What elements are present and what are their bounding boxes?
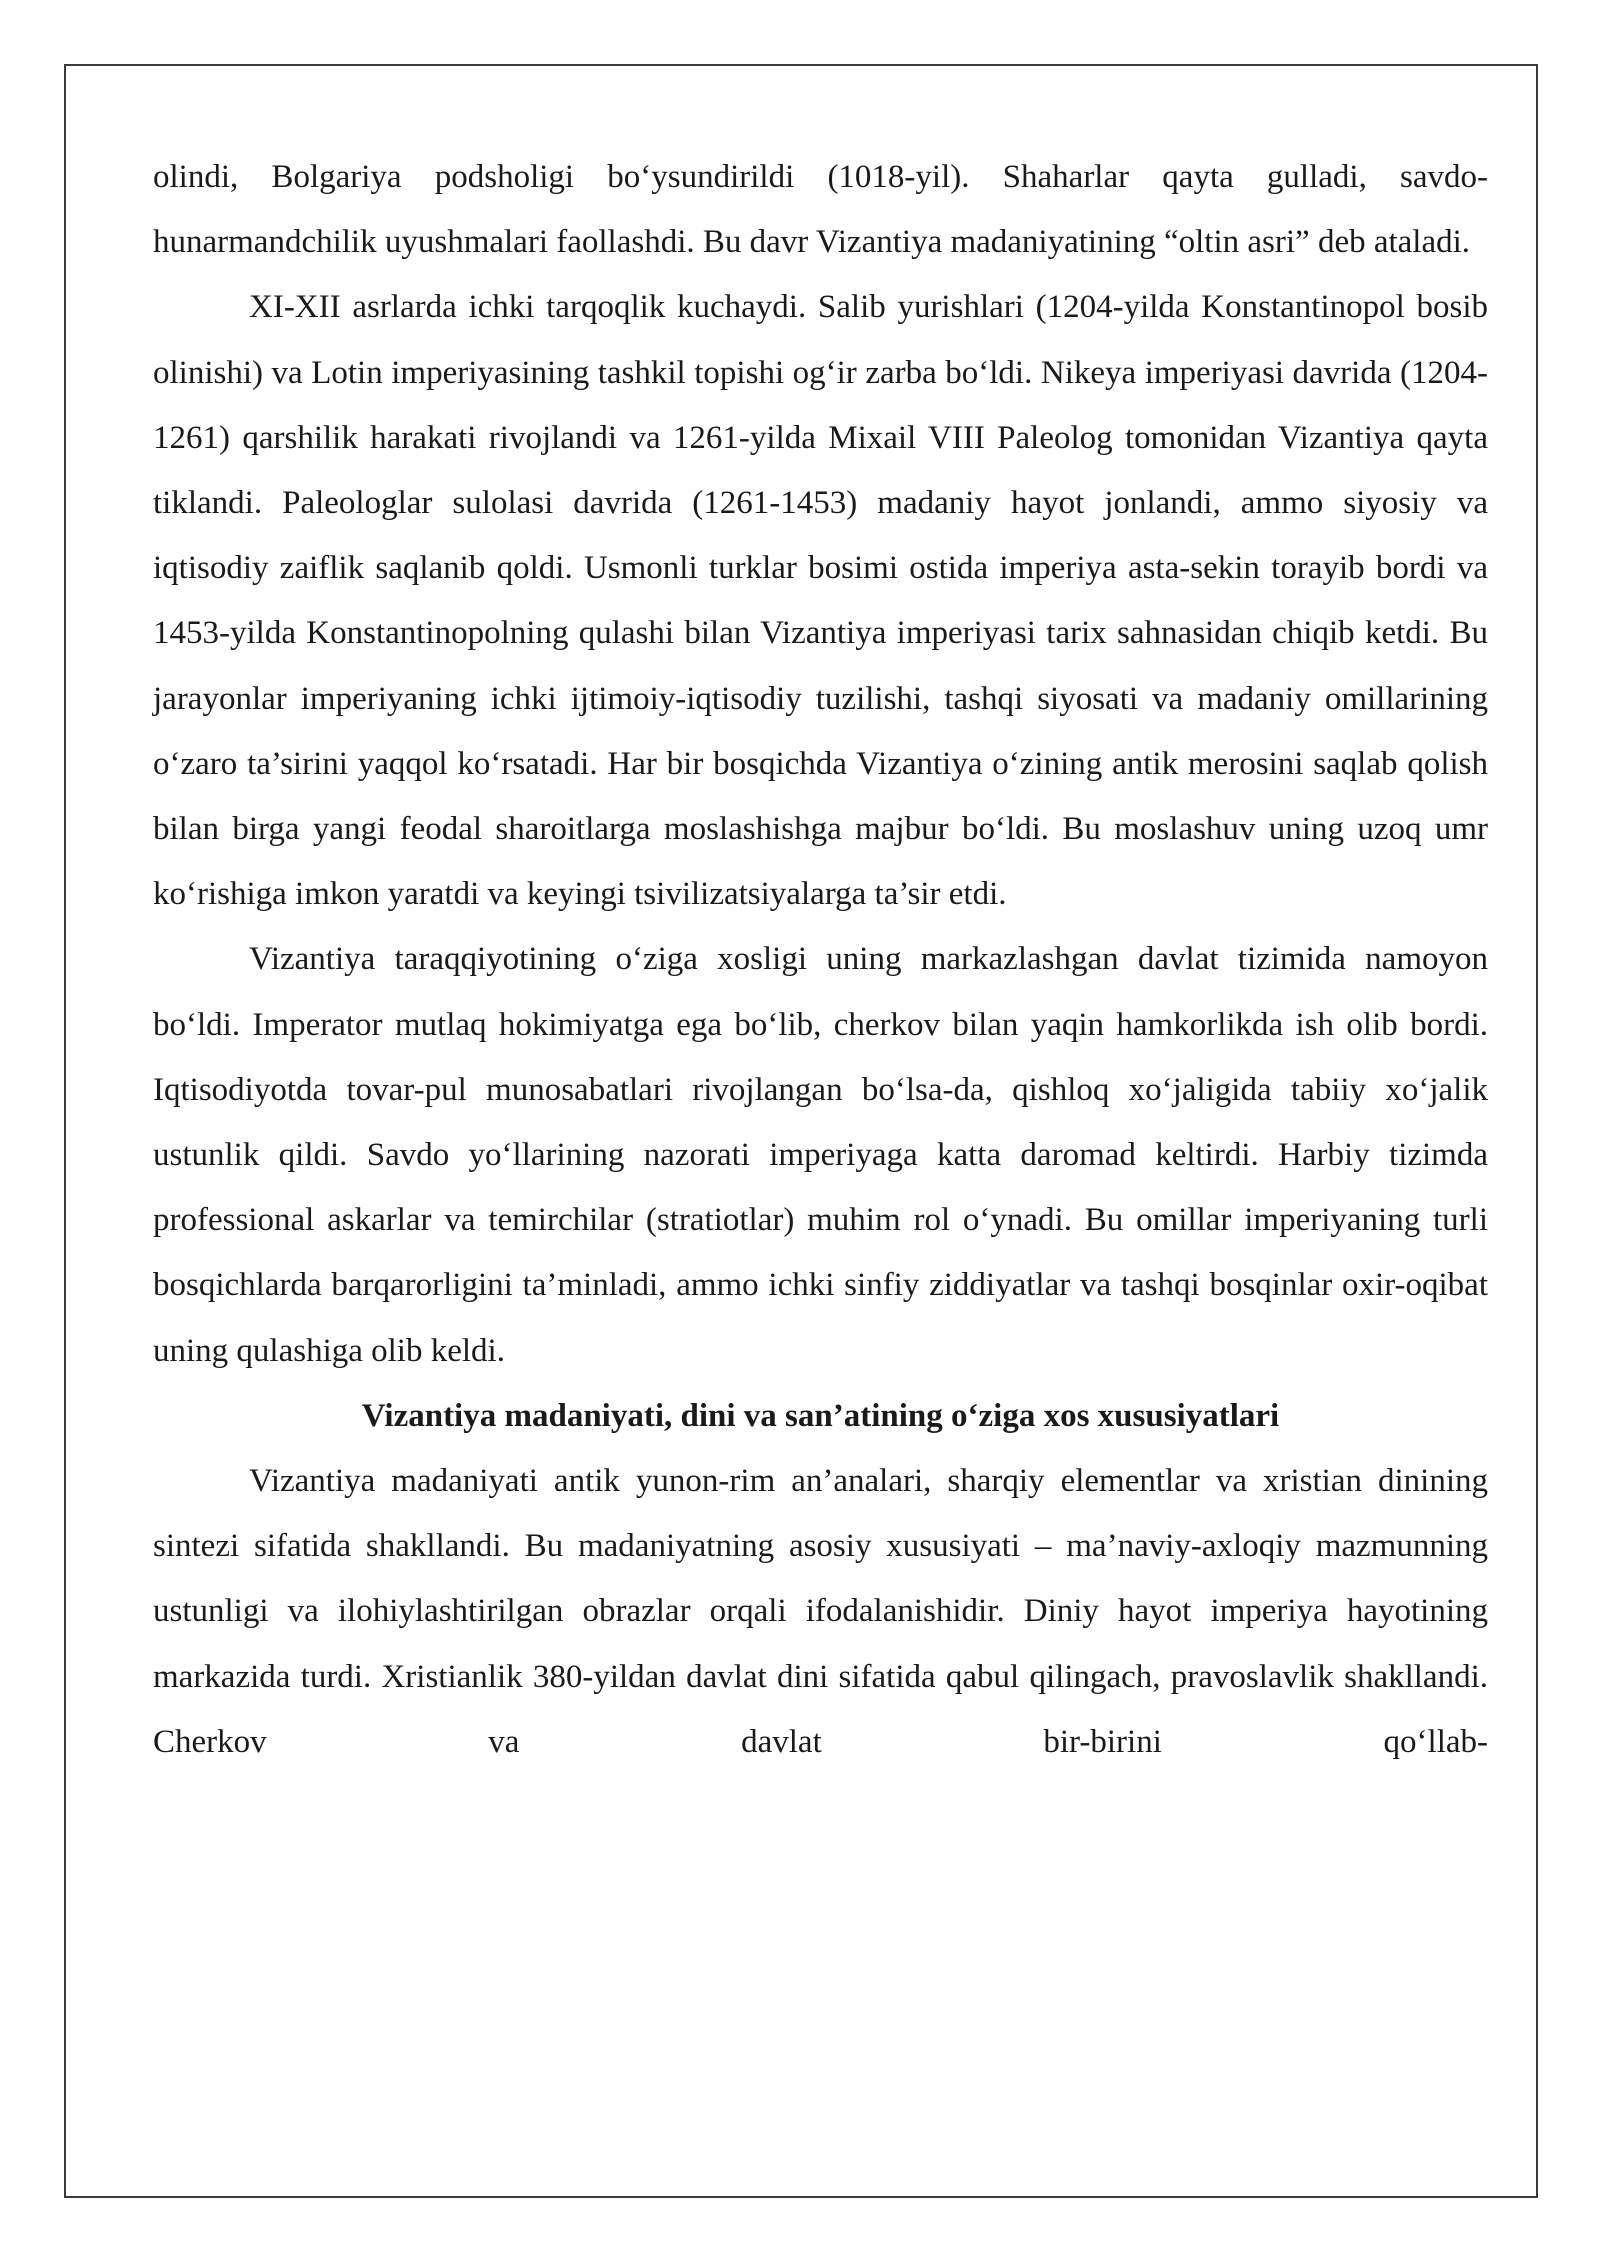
section-heading: Vizantiya madaniyati, dini va san’atining o‘ziga xos xususiyatlari xyxy=(361,1397,1280,1434)
paragraph-continuation: olindi, Bolgariya podsholigi bo‘ysundirildi (1018-yil). Shaharlar qayta gulladi, savdo-hunarmandchilik uyushmalari faollashdi. Bu davr Vizantiya madaniyatining “oltin asri” deb ataladi. xyxy=(153,159,1488,261)
document-body xyxy=(153,145,1488,1775)
paragraph-culture: Vizantiya madaniyati antik yunon-rim an’analari, sharqiy elementlar va xristian dinining sintezi sifatida shakllandi. Bu madaniyatning asosiy xususiyati – ma’naviy-axloqiy mazmunning ustunligi va ilohiylashtirilgan obrazlar orqali ifodalanishidir. Diniy hayot imperiya hayotining markazida turdi. Xristianlik 380-yildan davlat dini sifatida qabul qilingach, pravoslavlik shakllandi. Cherkov va davlat bir-birini qo‘llab- xyxy=(153,1463,1488,1760)
paragraph-state-system: Vizantiya taraqqiyotining o‘ziga xosligi uning markazlashgan davlat tizimida namoyon bo‘ldi. Imperator mutlaq hokimiyatga ega bo‘lib, cherkov bilan yaqin hamkorlikda ish olib bordi. Iqtisodiyotda tovar-pul munosabatlari rivojlangan bo‘lsa-da, qishloq xo‘jaligida tabiiy xo‘jalik ustunlik qildi. Savdo yo‘llarining nazorati imperiyaga katta daromad keltirdi. Harbiy tizimda professional askarlar va temirchilar (stratiotlar) muhim rol o‘ynadi. Bu omillar imperiyaning turli bosqichlarda barqarorligini ta’minladi, ammo ichki sinfiy ziddiyatlar va tashqi bosqinlar oxir-oqibat uning qulashiga olib keldi. xyxy=(153,941,1488,1369)
paragraph-decline: XI-XII asrlarda ichki tarqoqlik kuchaydi. Salib yurishlari (1204-yilda Konstantinopol bosib olinishi) va Lotin imperiyasining tashkil topishi og‘ir zarba bo‘ldi. Nikeya imperiyasi davrida (1204-1261) qarshilik harakati rivojlandi va 1261-yilda Mixail VIII Paleolog tomonidan Vizantiya qayta tiklandi. Paleologlar sulolasi davrida (1261-1453) madaniy hayot jonlandi, ammo siyosiy va iqtisodiy zaiflik saqlanib qoldi. Usmonli turklar bosimi ostida imperiya asta-sekin torayib bordi va 1453-yilda Konstantinopolning qulashi bilan Vizantiya imperiyasi tarix sahnasidan chiqib ketdi. Bu jarayonlar imperiyaning ichki ijtimoiy-iqtisodiy tuzilishi, tashqi siyosati va madaniy omillarining o‘zaro ta’sirini yaqqol ko‘rsatadi. Har bir bosqichda Vizantiya o‘zining antik merosini saqlab qolish bilan birga yangi feodal sharoitlarga moslashishga majbur bo‘ldi. Bu moslashuv uning uzoq umr ko‘rishiga imkon yaratdi va keyingi tsivilizatsiyalarga ta’sir etdi. xyxy=(153,289,1488,913)
